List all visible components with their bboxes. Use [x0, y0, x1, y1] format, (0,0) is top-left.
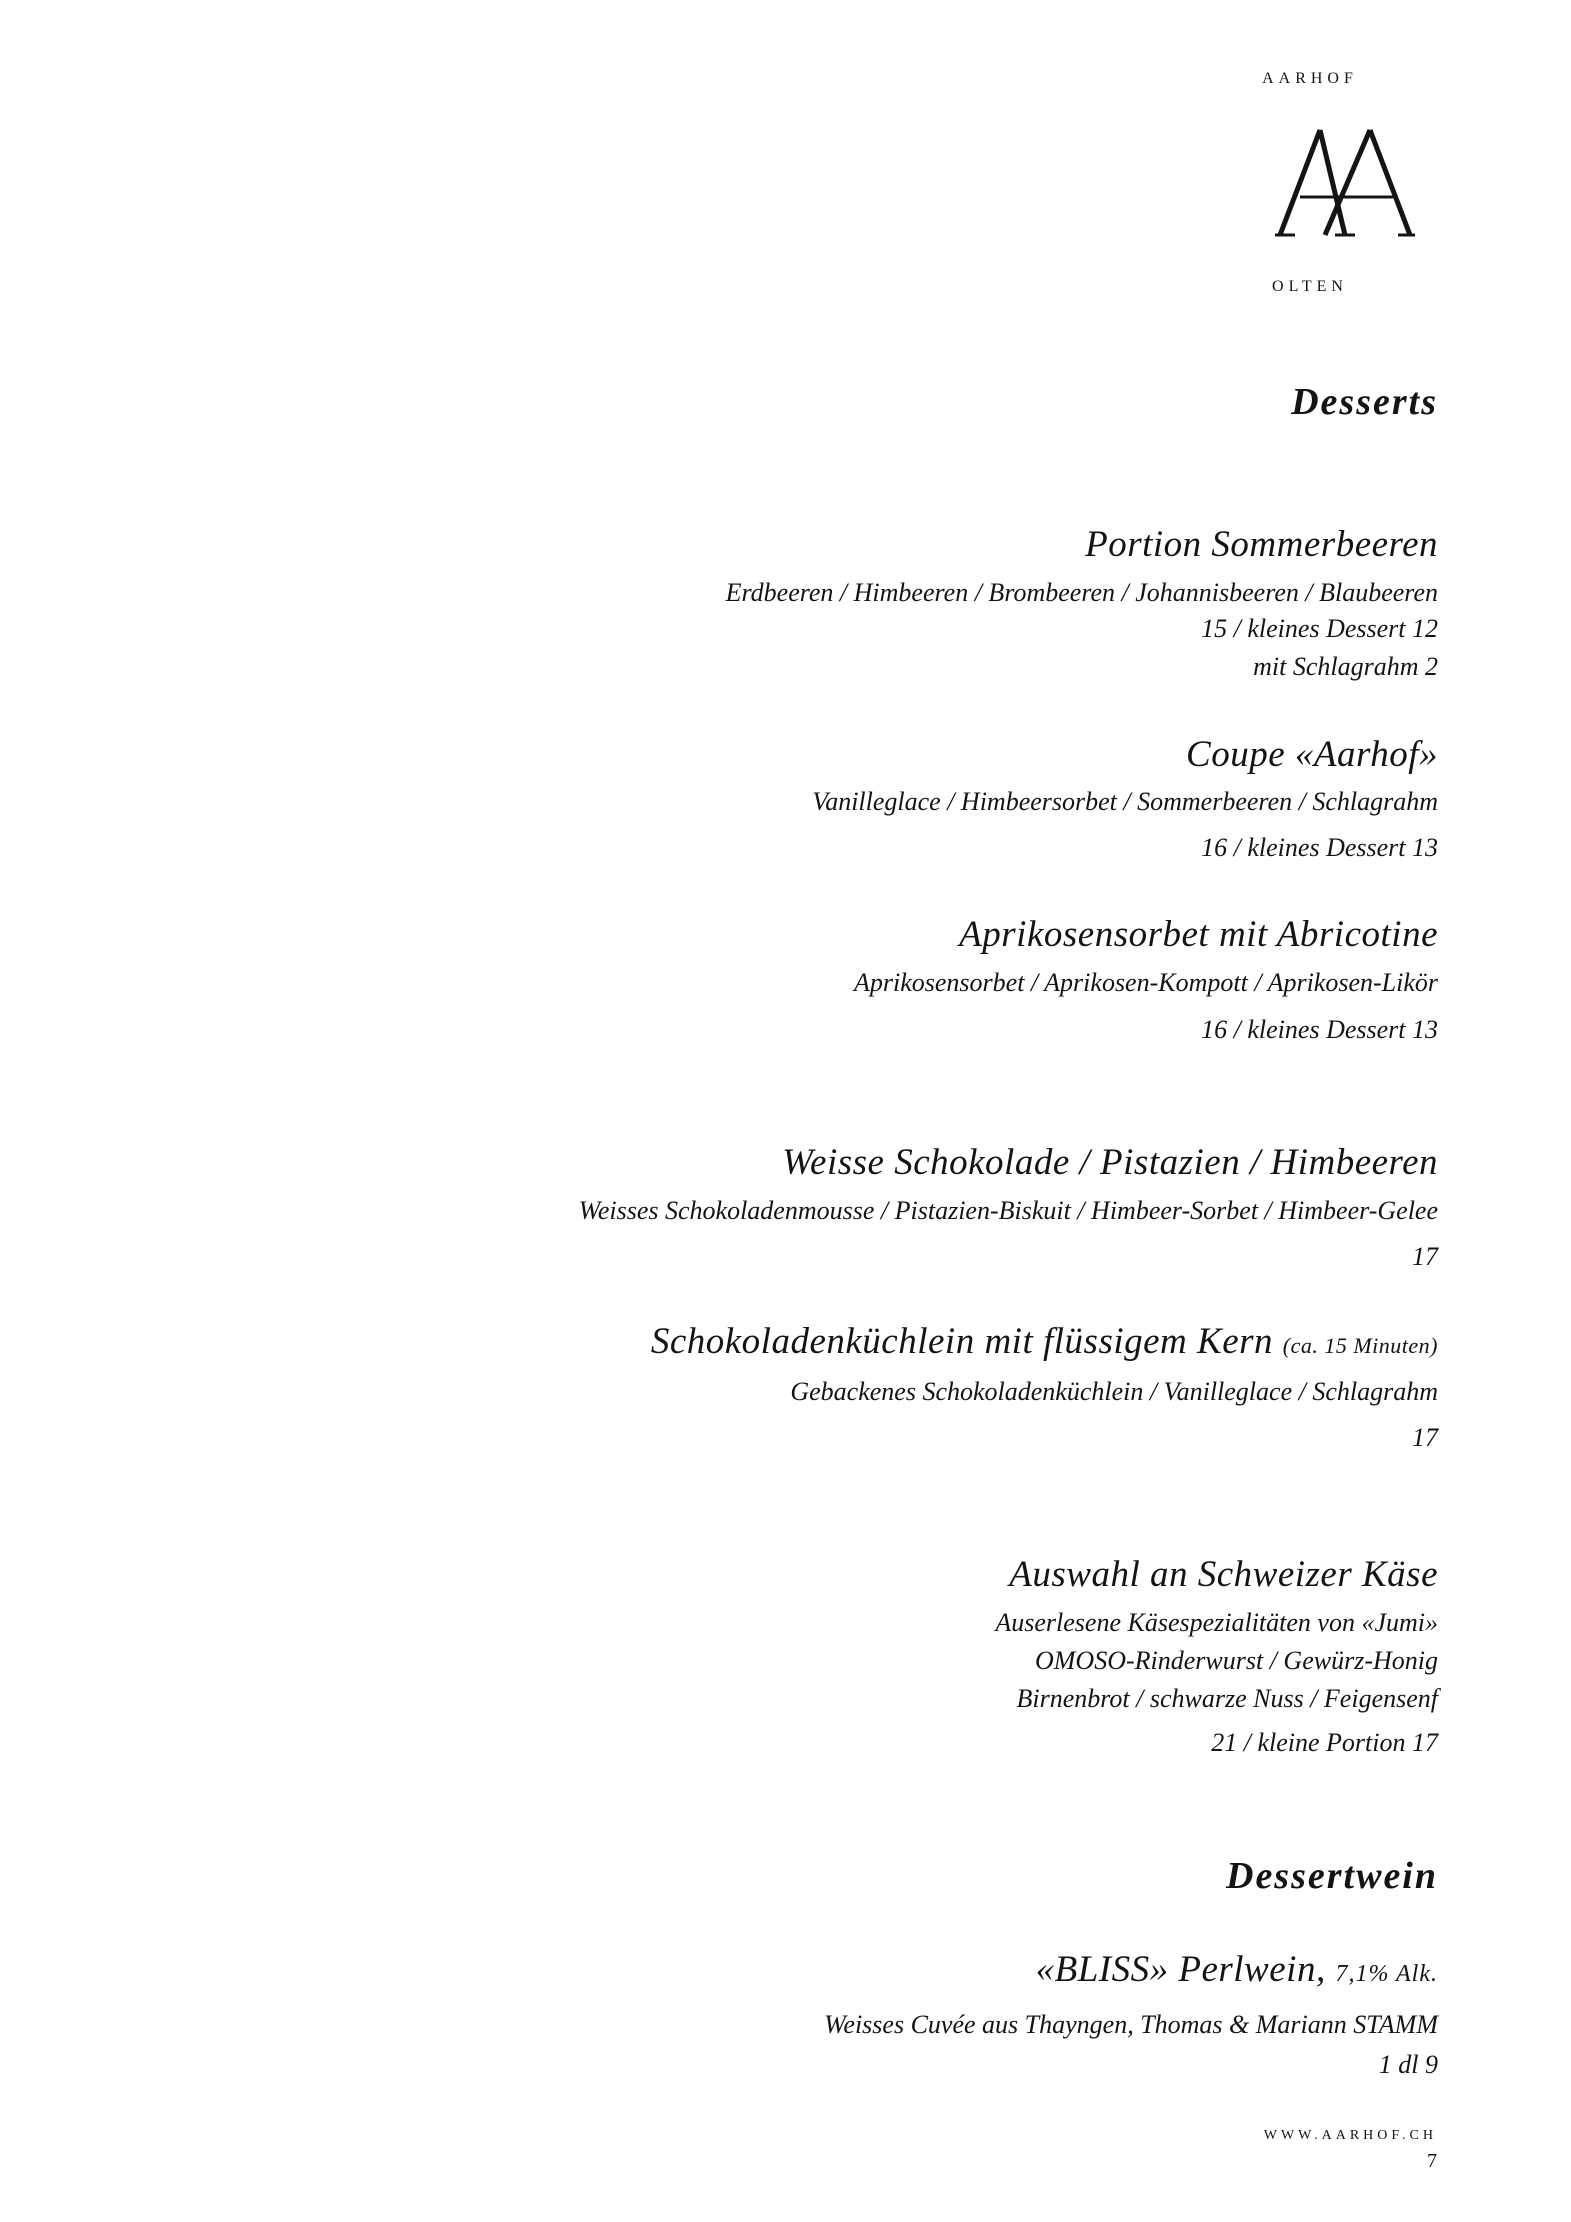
- item-price: 17: [1412, 1423, 1438, 1452]
- brand-location: OLTEN: [1272, 278, 1348, 295]
- item-title: Schokoladenküchlein mit flüssigem Kern: [650, 1321, 1274, 1362]
- item-price: 16 / kleines Dessert 13: [1201, 833, 1438, 862]
- wine-description: Weisses Cuvée aus Thayngen, Thomas & Mariann STAMM: [824, 2010, 1438, 2039]
- aarhof-logo: [1275, 125, 1415, 240]
- item-description: OMOSO-Rinderwurst / Gewürz-Honig: [1035, 1646, 1438, 1675]
- item-title: Weisse Schokolade / Pistazien / Himbeeren: [782, 1142, 1438, 1183]
- section-title-dessertwein: Dessertwein: [1226, 1855, 1438, 1897]
- item-title-row: [651, 1320, 1438, 1363]
- wine-title: «BLISS» Perlwein,: [1035, 1949, 1326, 1990]
- item-title: Portion Sommerbeeren: [1085, 524, 1438, 565]
- item-title-note: (ca. 15 Minuten): [1282, 1333, 1438, 1358]
- item-price: 16 / kleines Dessert 13: [1201, 1015, 1438, 1044]
- page-number: 7: [1427, 2150, 1437, 2172]
- website-url: WWW.AARHOF.CH: [1263, 2128, 1437, 2143]
- item-price: 17: [1412, 1242, 1438, 1271]
- item-description: Weisses Schokoladenmousse / Pistazien-Biskuit / Himbeer-Sorbet / Himbeer-Gelee: [578, 1196, 1438, 1225]
- item-description: Gebackenes Schokoladenküchlein / Vanilleglace / Schlagrahm: [790, 1377, 1438, 1406]
- wine-title-row: [1036, 1948, 1438, 1991]
- wine-price: 1 dl 9: [1378, 2050, 1438, 2079]
- brand-name-top: AARHOF: [1262, 70, 1358, 87]
- item-title: Coupe «Aarhof»: [1186, 734, 1438, 775]
- item-description: Vanilleglace / Himbeersorbet / Sommerbeeren / Schlagrahm: [812, 787, 1438, 816]
- item-title: Aprikosensorbet mit Abricotine: [959, 914, 1438, 955]
- item-title: Auswahl an Schweizer Käse: [1009, 1554, 1438, 1595]
- wine-alcohol: 7,1% Alk.: [1335, 1961, 1438, 1987]
- item-description: Aprikosensorbet / Aprikosen-Kompott / Aprikosen-Likör: [854, 968, 1438, 997]
- section-title-desserts: Desserts: [1291, 381, 1438, 423]
- item-price: 15 / kleines Dessert 12: [1201, 614, 1438, 643]
- item-description: Auserlesene Käsespezialitäten von «Jumi»: [995, 1608, 1438, 1637]
- item-description: Birnenbrot / schwarze Nuss / Feigensenf: [1016, 1684, 1438, 1713]
- item-price: 21 / kleine Portion 17: [1211, 1728, 1438, 1757]
- item-description: Erdbeeren / Himbeeren / Brombeeren / Johannisbeeren / Blaubeeren: [725, 578, 1438, 607]
- item-extra: mit Schlagrahm 2: [1253, 652, 1438, 681]
